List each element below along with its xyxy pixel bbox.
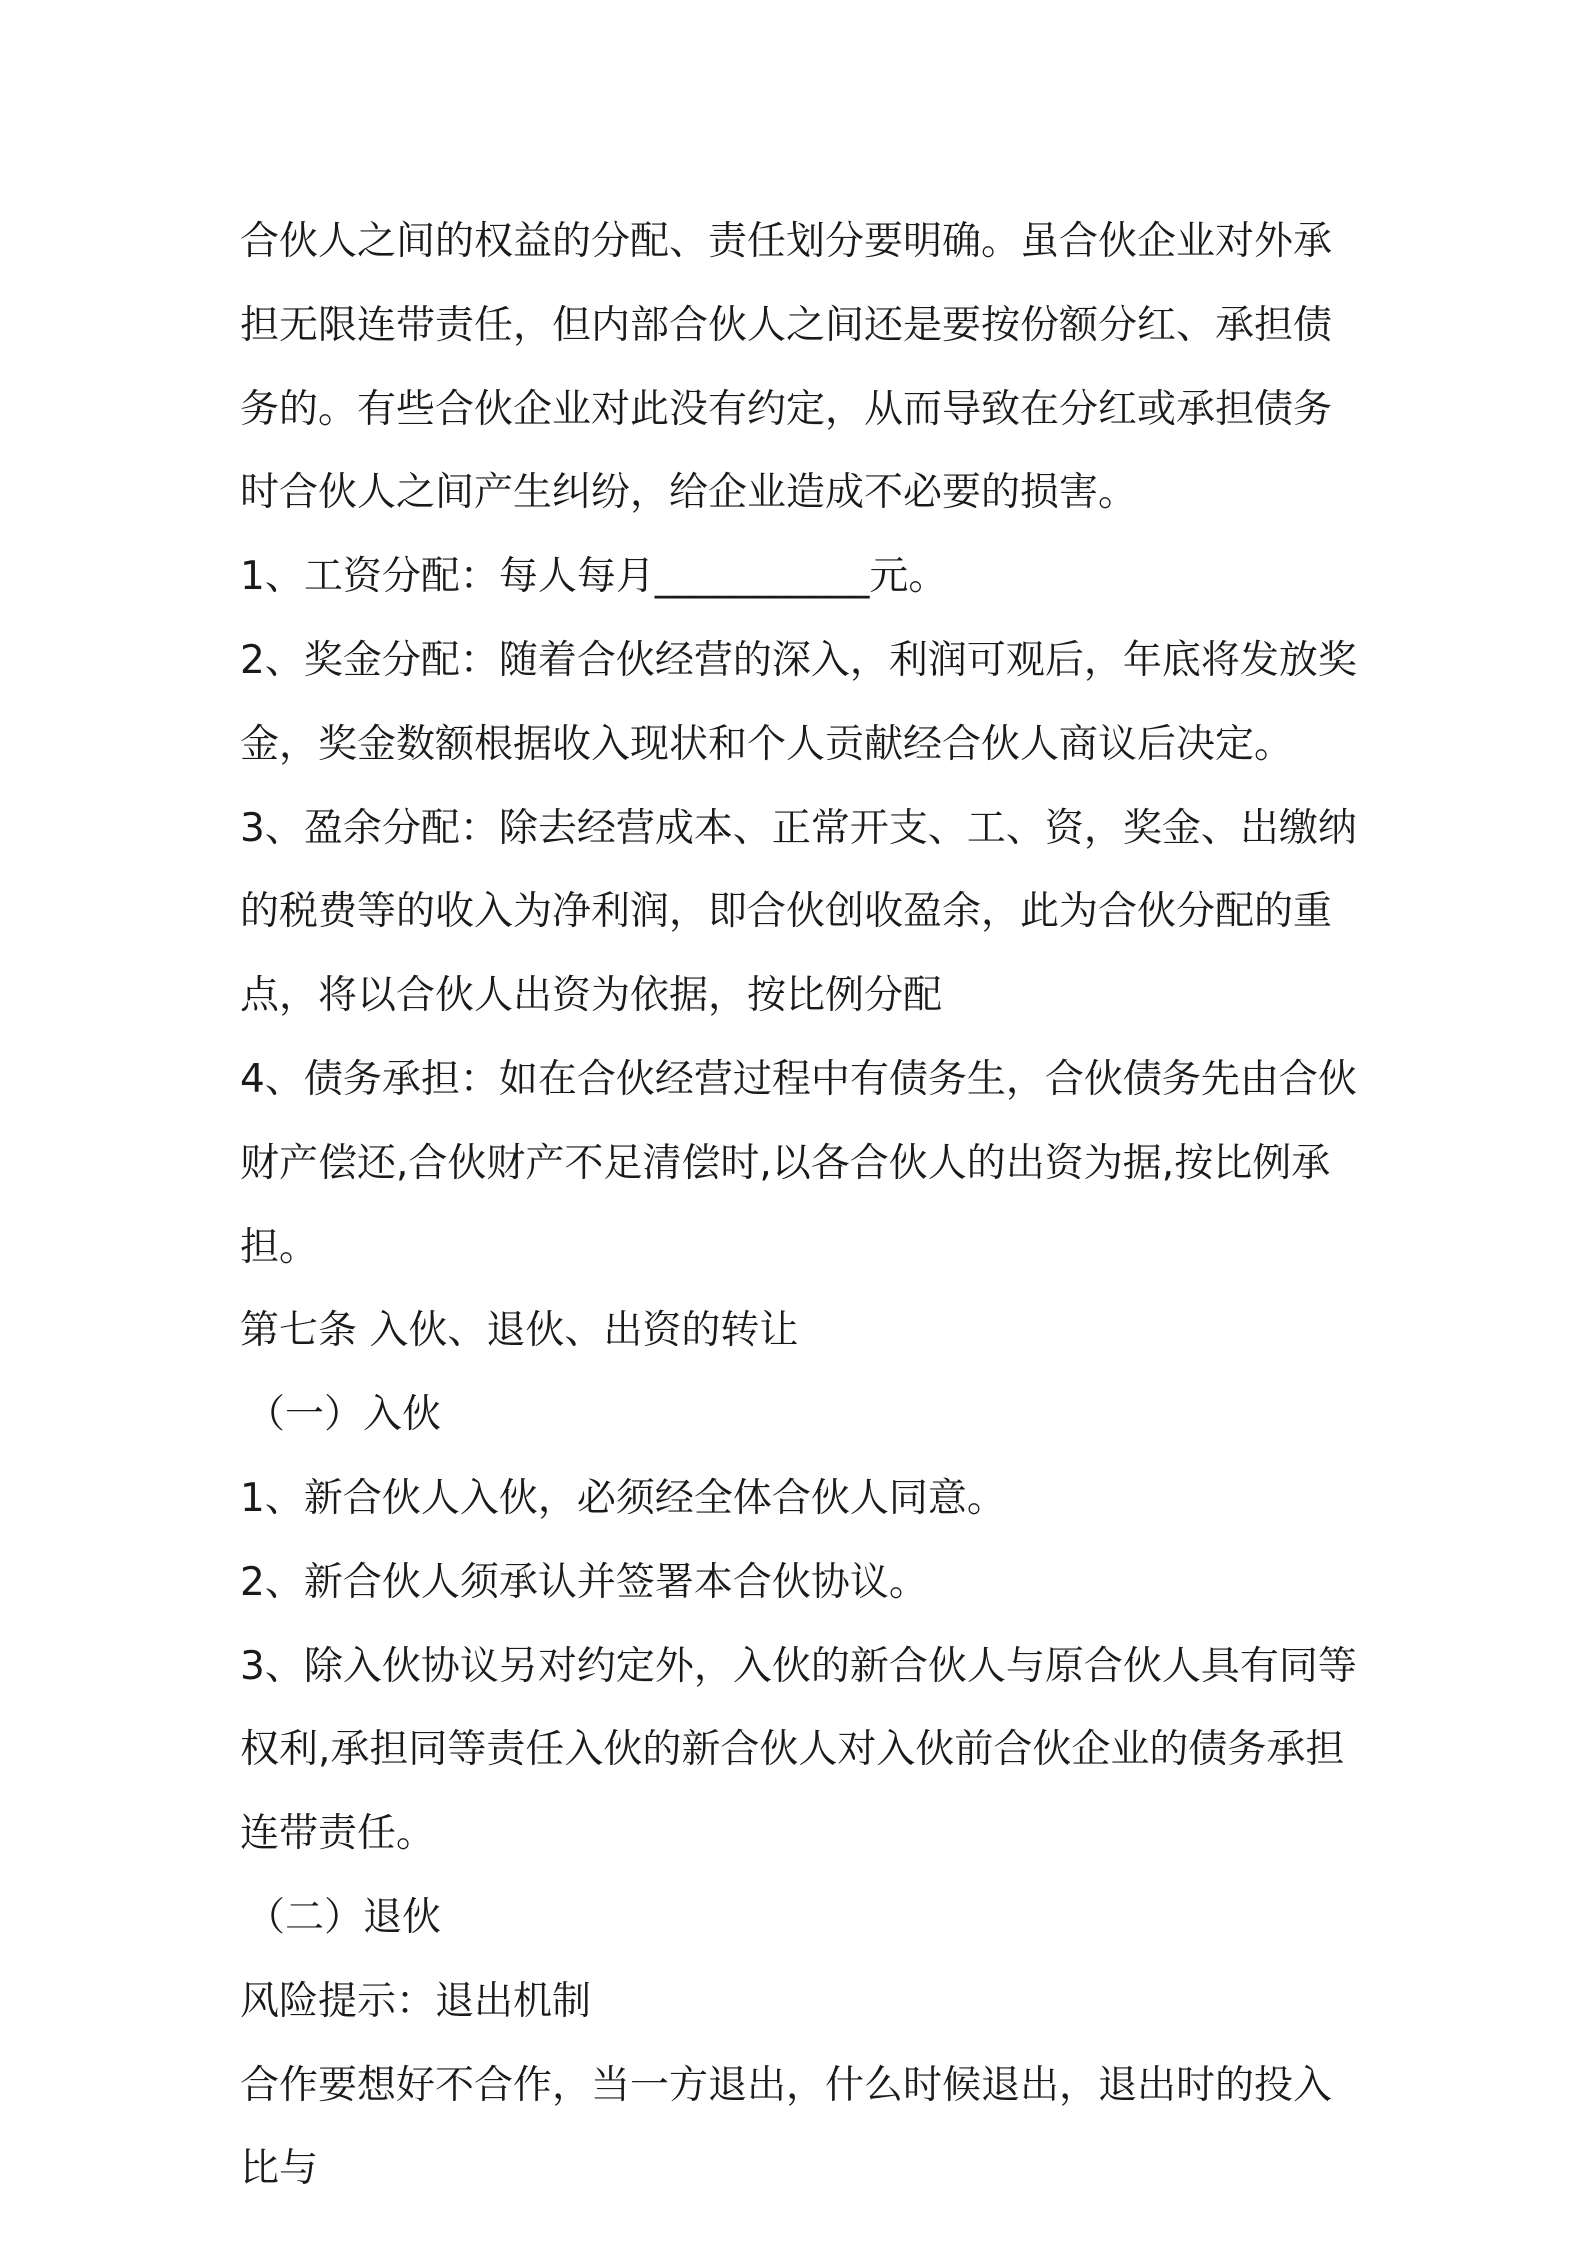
document-body xyxy=(240,200,1360,2211)
paragraph-salary-distribution: 1、工资分配：每人每月___________元。 xyxy=(240,554,948,600)
paragraph-join-equal-rights: 3、除入伙协议另对约定外，入伙的新合伙人与原合伙人具有同等权利,承担同等责任入伙的新合伙人对入伙前合伙企业的债务承担连带责任。 xyxy=(240,1643,1357,1857)
paragraph-surplus-distribution: 3、盈余分配：除去经营成本、正常开支、工、资，奖金、岀缴纳的税费等的收入为净利润，即合伙创收盈余，此为合伙分配的重点，将以合伙人出资为依据，按比例分配 xyxy=(240,805,1357,1019)
article-seven-heading: 第七条 入伙、退伙、出资的转让 xyxy=(240,1308,799,1354)
section-join-heading: （一）入伙 xyxy=(246,1392,442,1438)
paragraph-rights-distribution: 合伙人之间的权益的分配、责任划分要明确。虽合伙企业对外承担无限连带责任，但内部合伙人之间还是要按份额分红、承担债务的。有些合伙企业对此没有约定，从而导致在分红或承担债务时合伙人之间产生纠纷，给企业造成不必要的损害。 xyxy=(240,219,1333,516)
paragraph-join-sign: 2、新合伙人须承认并签署本合伙协议。 xyxy=(240,1559,928,1605)
paragraph-bonus-distribution: 2、奖金分配：随着合伙经营的深入，利润可观后，年底将发放奖金，奖金数额根据收入现状和个人贡献经合伙人商议后决定。 xyxy=(240,637,1357,767)
paragraph-debt-bearing: 4、债务承担：如在合伙经营过程中有债务生，合伙债务先由合伙财产偿还,合伙财产不足清偿时,以各合伙人的出资为据,按比例承担。 xyxy=(240,1056,1357,1270)
risk-tip-heading: 风险提示：退出机制 xyxy=(240,1978,592,2024)
paragraph-exit-mechanism: 合作要想好不合作，当一方退出，什么时候退出，退出时的投入比与 xyxy=(240,2062,1333,2192)
section-withdraw-heading: （二）退伙 xyxy=(246,1894,442,1940)
paragraph-join-consent: 1、新合伙人入伙，必须经全体合伙人同意。 xyxy=(240,1475,1006,1521)
